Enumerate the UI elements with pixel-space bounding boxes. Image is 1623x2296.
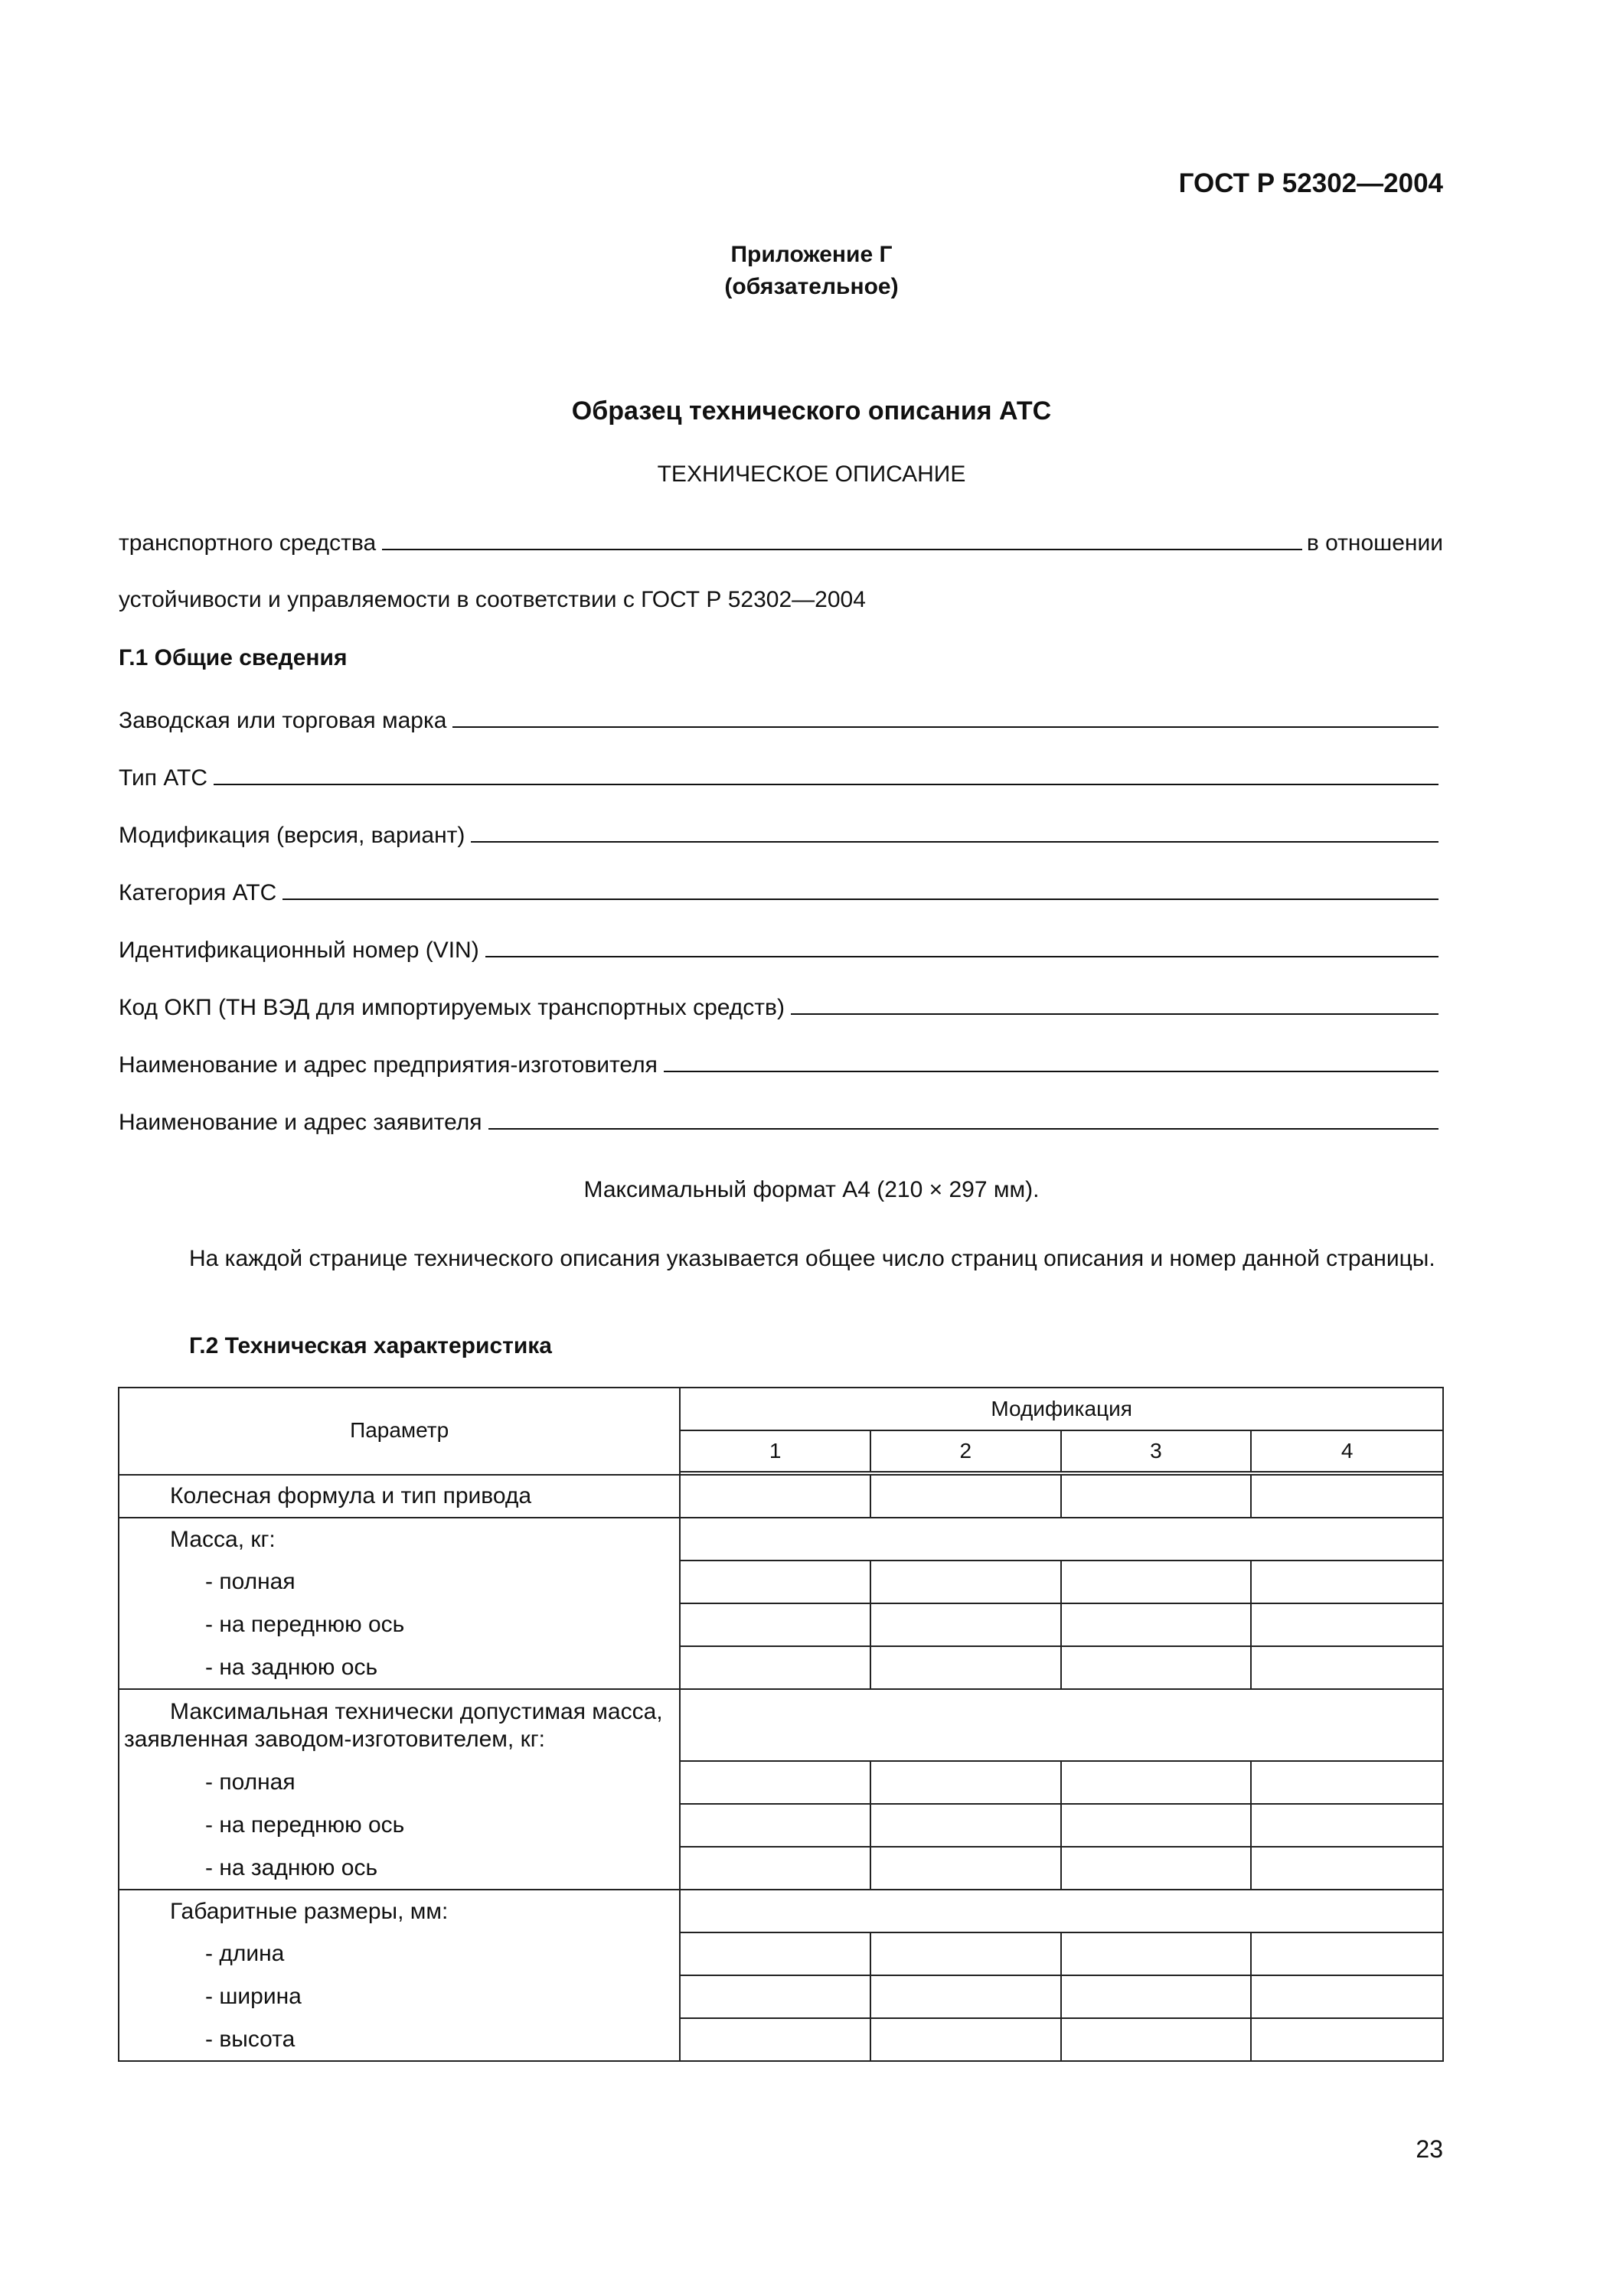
- row-label: - на заднюю ось: [119, 1847, 680, 1890]
- value-cell[interactable]: [680, 1689, 1443, 1761]
- intro-after: в отношении: [1306, 530, 1443, 556]
- table-row: [119, 1561, 1443, 1603]
- table-row: [119, 1804, 1443, 1847]
- mod-col-4: 4: [1251, 1430, 1443, 1472]
- value-cell[interactable]: [1251, 1603, 1443, 1646]
- value-cell[interactable]: [680, 1804, 870, 1847]
- value-cell[interactable]: [1251, 1932, 1443, 1975]
- table-row: [119, 1932, 1443, 1975]
- appendix-note: (обязательное): [724, 274, 899, 299]
- mod-col-1: 1: [680, 1430, 870, 1472]
- value-cell[interactable]: [1061, 1932, 1252, 1975]
- section2-heading: Г.2 Техническая характеристика: [189, 1333, 552, 1358]
- row-label: - полная: [119, 1561, 680, 1603]
- row-label: Колесная формула и тип привода: [119, 1475, 680, 1518]
- value-cell[interactable]: [1061, 1761, 1252, 1804]
- value-cell[interactable]: [680, 1975, 870, 2018]
- row-label: Масса, кг:: [119, 1518, 680, 1561]
- value-cell[interactable]: [1251, 1847, 1443, 1890]
- row-label: - длина: [119, 1932, 680, 1975]
- field-label: Идентификационный номер (VIN): [119, 938, 479, 963]
- field-row: [119, 1102, 1443, 1136]
- row-label: Габаритные размеры, мм:: [119, 1890, 680, 1932]
- field-blank[interactable]: [471, 841, 1438, 843]
- table-row: [119, 1975, 1443, 2018]
- field-blank[interactable]: [485, 956, 1438, 957]
- value-cell[interactable]: [680, 1475, 870, 1518]
- field-row: [119, 930, 1443, 964]
- page-note: На каждой странице технического описания указывается общее число страниц описания и номер данной страницы.: [189, 1246, 1435, 1271]
- field-label: Категория АТС: [119, 880, 277, 905]
- value-cell[interactable]: [1251, 1561, 1443, 1603]
- intro-line: [119, 523, 1443, 556]
- value-cell[interactable]: [870, 1975, 1061, 2018]
- field-row: [119, 758, 1443, 791]
- value-cell[interactable]: [870, 1932, 1061, 1975]
- value-cell[interactable]: [1251, 1975, 1443, 2018]
- mod-header: Модификация: [680, 1388, 1443, 1430]
- field-label: Тип АТС: [119, 765, 208, 791]
- value-cell[interactable]: [870, 1603, 1061, 1646]
- value-cell[interactable]: [870, 1475, 1061, 1518]
- row-label: - на переднюю ось: [119, 1804, 680, 1847]
- table-row: [119, 1518, 1443, 1561]
- row-label: - на переднюю ось: [119, 1603, 680, 1646]
- value-cell[interactable]: [680, 1761, 870, 1804]
- value-cell[interactable]: [680, 1847, 870, 1890]
- appendix-heading: [0, 239, 1623, 303]
- field-blank[interactable]: [488, 1128, 1438, 1130]
- table-row: [119, 1646, 1443, 1689]
- row-label: - полная: [119, 1761, 680, 1804]
- value-cell[interactable]: [680, 1890, 1443, 1932]
- page-title: Образец технического описания АТС: [571, 396, 1052, 426]
- value-cell[interactable]: [870, 1761, 1061, 1804]
- value-cell[interactable]: [680, 1932, 870, 1975]
- field-label: Модификация (версия, вариант): [119, 823, 465, 848]
- page-number: 23: [1416, 2135, 1443, 2163]
- value-cell[interactable]: [680, 2018, 870, 2061]
- intro-label: транспортного средства: [119, 530, 377, 556]
- value-cell[interactable]: [870, 2018, 1061, 2061]
- value-cell[interactable]: [870, 1646, 1061, 1689]
- value-cell[interactable]: [680, 1603, 870, 1646]
- value-cell[interactable]: [1061, 1975, 1252, 2018]
- value-cell[interactable]: [1061, 1847, 1252, 1890]
- value-cell[interactable]: [1251, 1475, 1443, 1518]
- row-label: Максимальная технически допустимая масса, заявленная заводом-изготовителем, кг:: [119, 1689, 680, 1761]
- value-cell[interactable]: [1061, 1646, 1252, 1689]
- value-cell[interactable]: [1251, 2018, 1443, 2061]
- value-cell[interactable]: [680, 1561, 870, 1603]
- value-cell[interactable]: [1251, 1646, 1443, 1689]
- intro-line2: устойчивости и управляемости в соответствии с ГОСТ Р 52302—2004: [119, 587, 866, 612]
- field-blank[interactable]: [282, 899, 1438, 900]
- table-row: [119, 2018, 1443, 2061]
- field-label: Код ОКП (ТН ВЭД для импортируемых транспортных средств): [119, 995, 785, 1020]
- field-blank[interactable]: [452, 726, 1438, 728]
- table-row: [119, 1890, 1443, 1932]
- value-cell[interactable]: [1061, 2018, 1252, 2061]
- field-label: Наименование и адрес заявителя: [119, 1110, 482, 1135]
- value-cell[interactable]: [870, 1804, 1061, 1847]
- appendix-title: Приложение Г: [730, 242, 893, 267]
- table-row: [119, 1603, 1443, 1646]
- value-cell[interactable]: [870, 1847, 1061, 1890]
- spec-table: [118, 1387, 1444, 2062]
- document-id: ГОСТ Р 52302—2004: [1178, 168, 1443, 198]
- row-label: - на заднюю ось: [119, 1646, 680, 1689]
- page-subtitle: ТЕХНИЧЕСКОЕ ОПИСАНИЕ: [657, 461, 966, 487]
- field-label: Заводская или торговая марка: [119, 708, 447, 733]
- field-row: [119, 1045, 1443, 1078]
- table-header-row: [119, 1388, 1443, 1430]
- section1-heading: Г.1 Общие сведения: [119, 645, 348, 670]
- value-cell[interactable]: [1061, 1561, 1252, 1603]
- field-row: [119, 700, 1443, 734]
- value-cell[interactable]: [1061, 1804, 1252, 1847]
- field-blank[interactable]: [664, 1071, 1438, 1072]
- format-note: Максимальный формат А4 (210 × 297 мм).: [583, 1177, 1040, 1202]
- vehicle-name-blank[interactable]: [382, 549, 1302, 550]
- value-cell[interactable]: [1251, 1804, 1443, 1847]
- field-blank[interactable]: [214, 784, 1438, 785]
- table-row: [119, 1475, 1443, 1518]
- table-row: [119, 1761, 1443, 1804]
- value-cell[interactable]: [680, 1518, 1443, 1561]
- table-row: [119, 1847, 1443, 1890]
- value-cell[interactable]: [1061, 1475, 1252, 1518]
- field-row: [119, 987, 1443, 1021]
- value-cell[interactable]: [870, 1561, 1061, 1603]
- table-row: [119, 1689, 1443, 1761]
- mod-col-2: 2: [870, 1430, 1061, 1472]
- param-header: Параметр: [119, 1388, 680, 1472]
- value-cell[interactable]: [1061, 1603, 1252, 1646]
- row-label: - высота: [119, 2018, 680, 2061]
- mod-col-3: 3: [1061, 1430, 1252, 1472]
- row-label: - ширина: [119, 1975, 680, 2018]
- field-row: [119, 815, 1443, 849]
- value-cell[interactable]: [1251, 1761, 1443, 1804]
- field-row: [119, 872, 1443, 906]
- value-cell[interactable]: [680, 1646, 870, 1689]
- field-label: Наименование и адрес предприятия-изготовителя: [119, 1052, 658, 1078]
- field-blank[interactable]: [791, 1013, 1438, 1015]
